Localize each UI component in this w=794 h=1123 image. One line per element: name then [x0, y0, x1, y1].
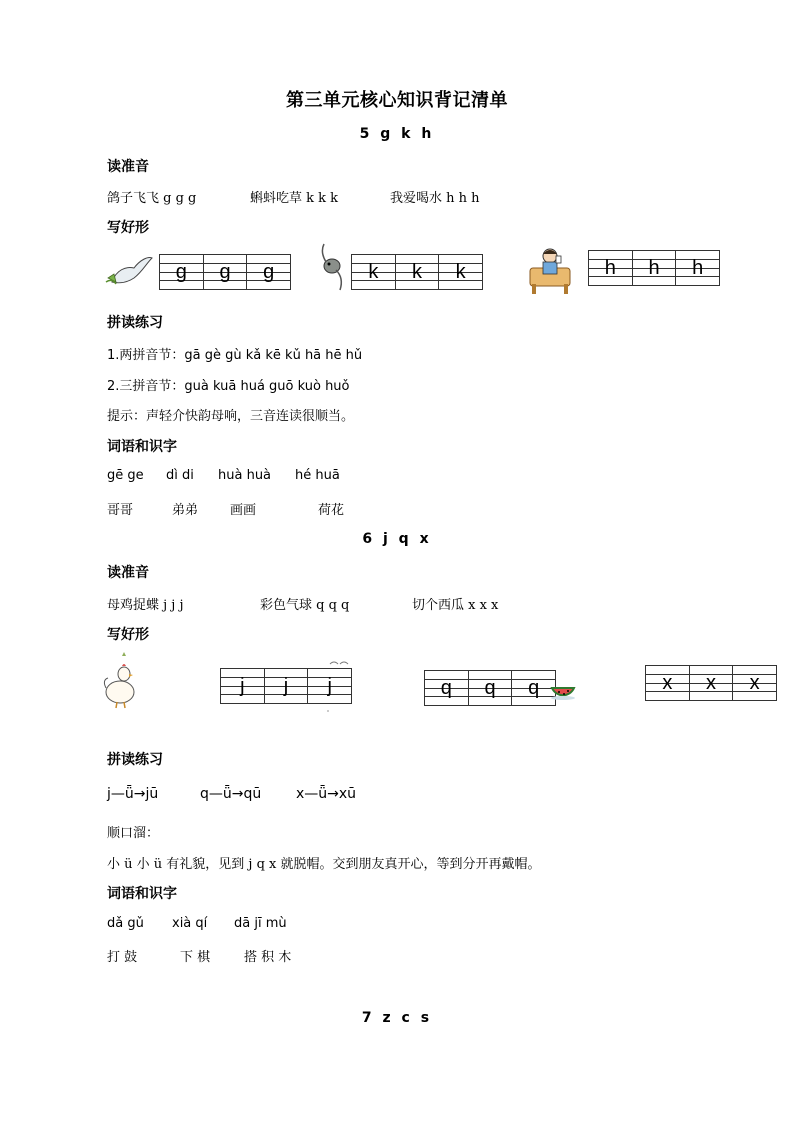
lesson6-write-label: 写好形 — [107, 627, 149, 643]
spelling-formula: x—ǖ→xū — [296, 786, 357, 802]
grid-cell: k — [352, 255, 396, 289]
lesson5-read-item: 我爱喝水 h h h — [390, 191, 480, 206]
rhyme-text: 小 ü 小 ü 有礼貌，见到 j q x 就脱帽。交到朋友真开心，等到分开再戴帽。 — [107, 857, 541, 872]
grid-cell: x — [749, 671, 760, 694]
grid-cell: j — [265, 669, 309, 703]
g-writing-grid — [159, 254, 291, 290]
hen-icon — [102, 652, 142, 710]
spelling-formula: q—ǖ→qū — [200, 786, 262, 802]
word-chars: 搭 积 木 — [244, 950, 292, 965]
word-pinyin: xià qí — [172, 916, 208, 931]
word-chars: 哥哥 — [107, 503, 134, 518]
grid-cell: g — [160, 255, 204, 289]
word-chars: 弟弟 — [172, 503, 199, 518]
grid-cell: x — [690, 666, 734, 700]
lesson6-words-label: 词语和识字 — [107, 886, 177, 902]
word-pinyin: gē ge — [107, 468, 144, 483]
word-pinyin: dā jī mù — [234, 916, 287, 931]
word-chars: 荷花 — [318, 503, 345, 518]
grid-cell: k — [396, 255, 440, 289]
word-chars: 下 棋 — [180, 950, 211, 965]
lesson5-read-item: 蝌蚪吃草 k k k — [250, 191, 339, 206]
tadpole-icon — [318, 242, 346, 294]
word-pinyin: dì di — [166, 468, 194, 483]
lesson6-read-item: 切个西瓜 x x x — [412, 598, 499, 613]
two-syllable-line: 1.两拼音节：gā gè gù kǎ kē kǔ hā hē hǔ — [107, 348, 363, 363]
lesson6-practice-label: 拼读练习 — [107, 752, 163, 768]
grid-cell: j — [327, 674, 332, 697]
lesson5-heading: 5 g k h — [359, 126, 435, 142]
tip-text: 提示：声轻介快韵母响，三音连读很顺当。 — [107, 409, 355, 424]
k-writing-grid — [351, 254, 483, 290]
grid-cell: h — [692, 256, 704, 279]
lesson5-read-item: 鸽子飞飞 g g g — [107, 191, 197, 206]
x-writing-grid — [645, 665, 777, 701]
balloon-icon — [324, 658, 352, 714]
lesson6-read-item: 母鸡捉蝶 j j j — [107, 598, 184, 613]
grid-cell: h — [589, 251, 633, 285]
q-writing-grid — [424, 670, 556, 706]
h-writing-grid — [588, 250, 720, 286]
grid-cell: x — [646, 666, 690, 700]
word-pinyin: huà huà — [218, 468, 272, 483]
page-title: 第三单元核心知识背记清单 — [286, 90, 508, 111]
word-chars: 打 鼓 — [107, 950, 138, 965]
word-pinyin: dǎ gǔ — [107, 916, 144, 931]
word-pinyin: hé huā — [295, 468, 340, 483]
lesson7-heading: 7 z c s — [361, 1010, 433, 1026]
lesson5-practice-label: 拼读练习 — [107, 315, 163, 331]
lesson6-read-item: 彩色气球 q q q — [260, 598, 350, 613]
lesson5-words-label: 词语和识字 — [107, 439, 177, 455]
child-drinking-icon — [526, 246, 584, 296]
lesson6-read-label: 读准音 — [107, 565, 149, 581]
lesson5-write-label: 写好形 — [107, 220, 149, 236]
grid-cell: j — [221, 669, 265, 703]
watermelon-icon — [548, 668, 578, 702]
rhyme-label: 顺口溜： — [107, 826, 160, 841]
lesson5-read-label: 读准音 — [107, 159, 149, 175]
grid-cell: q — [425, 671, 469, 705]
word-chars: 画画 — [230, 503, 257, 518]
dove-icon — [104, 252, 154, 292]
grid-cell: g — [204, 255, 248, 289]
spelling-formula: j—ǖ→jū — [107, 786, 159, 802]
grid-cell: g — [263, 260, 275, 283]
grid-cell: h — [633, 251, 677, 285]
grid-cell: k — [455, 260, 466, 283]
lesson6-heading: 6 j q x — [362, 531, 432, 547]
grid-cell: q — [528, 676, 540, 699]
three-syllable-line: 2.三拼音节：guà kuā huá guō kuò huǒ — [107, 379, 350, 394]
grid-cell: q — [469, 671, 513, 705]
